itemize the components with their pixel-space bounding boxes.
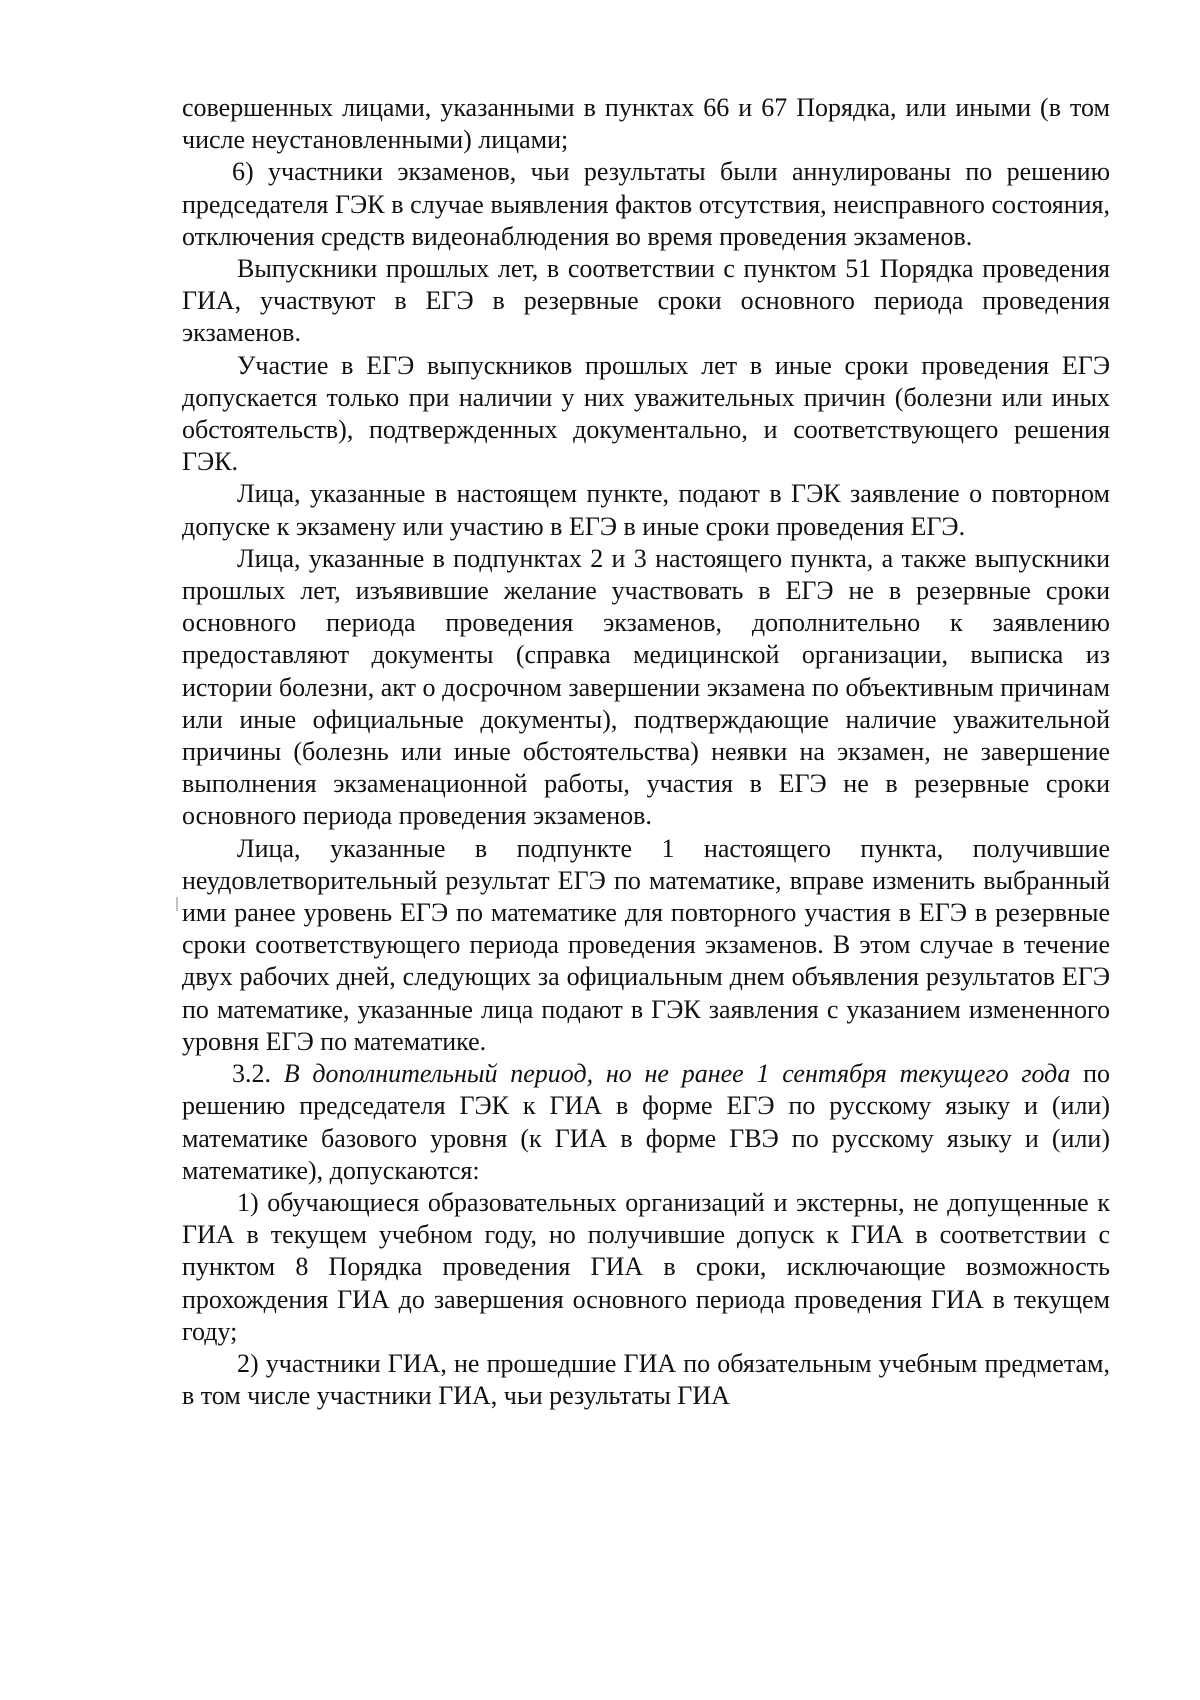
paragraph-participation-other-terms: Участие в ЕГЭ выпускников прошлых лет в иные сроки проведения ЕГЭ допускается только при наличии у них уважительных причин (болезни или иных обстоятельств), подтвержденных документально, и соответствующего решения ГЭК. (182, 350, 1110, 477)
paragraph-math-level-change: Лица, указанные в подпункте 1 настоящего пункта, получившие неудовлетворительный результат ЕГЭ по математике, вправе изменить выбранный ими ранее уровень ЕГЭ по математике для повторного участия в ЕГЭ в резервные сроки соответствующего периода проведения экзаменов. В этом случае в течение двух рабочих дней, следующих за официальным днем объявления результатов ЕГЭ по математике, указанные лица подают в ГЭК заявления с указанием измененного уровня ЕГЭ по математике. (182, 833, 1110, 1056)
section-number: 3.2. (232, 1059, 271, 1089)
document-body (182, 92, 1110, 1412)
paragraph-continuation: совершенных лицами, указанными в пунктах 66 и 67 Порядка, или иными (в том числе неустановленными) лицами; (182, 93, 1110, 155)
paragraph-item-6: 6) участники экзаменов, чьи результаты были аннулированы по решению председателя ГЭК в случае выявления фактов отсутствия, неисправного состояния, отключения средств видеонаблюдения во время проведения экзаменов. (182, 157, 1110, 251)
paragraph-item-1: 1) обучающиеся образовательных организаций и экстерны, не допущенные к ГИА в текущем учебном году, но получившие допуск к ГИА в соответствии с пунктом 8 Порядка проведения ГИА в сроки, исключающие возможность прохождения ГИА до завершения основного периода проведения ГИА в текущем году; (182, 1187, 1110, 1346)
scan-mark (176, 897, 178, 911)
section-italic-intro: В дополнительный период, но не ранее 1 сентября текущего года (283, 1059, 1071, 1089)
paragraph-graduates-previous-years: Выпускники прошлых лет, в соответствии с пунктом 51 Порядка проведения ГИА, участвуют в ЕГЭ в резервные сроки основного периода проведения экзаменов. (182, 254, 1110, 348)
section-text: по решению председателя ГЭК к ГИА в форме ЕГЭ по русскому языку и (или) математике базового уровня (к ГИА в форме ГВЭ по русскому языку и (или) математике), допускаются: (182, 1059, 1111, 1185)
paragraph-documents: Лица, указанные в подпунктах 2 и 3 настоящего пункта, а также выпускники прошлых лет, изъявившие желание участвовать в ЕГЭ не в резервные сроки основного периода проведения экзаменов, дополнительно к заявлению предоставляют документы (справка медицинской организации, выписка из истории болезни, акт о досрочном завершении экзамена по объективным причинам или иные официальные документы), подтверждающие наличие уважительной причины (болезнь или иные обстоятельства) неявки на экзамен, не завершение выполнения экзаменационной работы, участия в ЕГЭ не в резервные сроки основного периода проведения экзаменов. (182, 543, 1110, 831)
paragraph-section-3-2 (182, 1058, 1110, 1187)
paragraph-item-2: 2) участники ГИА, не прошедшие ГИА по обязательным учебным предметам, в том числе участники ГИА, чьи результаты ГИА (182, 1348, 1110, 1411)
paragraph-application: Лица, указанные в настоящем пункте, подают в ГЭК заявление о повторном допуске к экзамену или участию в ЕГЭ в иные сроки проведения ЕГЭ. (182, 479, 1110, 541)
